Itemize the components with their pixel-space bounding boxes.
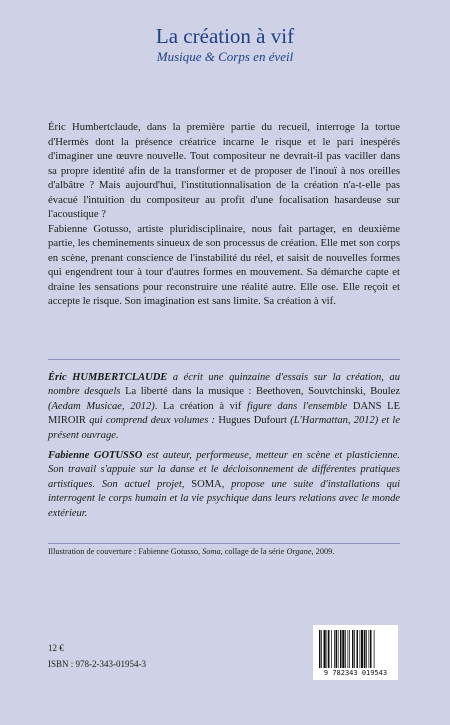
bio-text: , propose une suite d'installations qui interrogent le corps humain et la vie psychique dans leurs relations avec le monde extérieur.	[48, 478, 401, 519]
bio-text: est auteur, performeuse, metteur en scène et plasticienne. Son travail s'appuie sur la danse et le décloisonnement de différentes pratiques artistiques. Son actuel projet,	[48, 450, 400, 490]
bio-text: a écrit une quinzaine d'essais sur la création, au nombre desquels	[48, 372, 400, 398]
publisher-ref: (Aedam Musicae, 2012)	[48, 400, 155, 412]
credit-text: , collage de la série	[220, 547, 287, 556]
price: 12 €	[48, 643, 64, 653]
book-ref: La liberté dans la musique : Beethoven, Souvtchinski, Boulez	[125, 386, 400, 398]
illustration-credit	[48, 546, 408, 558]
artwork-title: Soma	[202, 547, 221, 556]
bio-text: (L'Harmattan, 2012) et le présent ouvrage.	[48, 415, 400, 441]
author-name: Fabienne GOTUSSO	[48, 450, 143, 461]
series-ref: DANS LE MIROIR	[48, 400, 400, 427]
barcode-bars	[319, 630, 392, 668]
blurb	[48, 120, 400, 309]
book-ref: . La création à vif	[154, 400, 248, 412]
isbn: ISBN : 978-2-343-01954-3	[48, 659, 146, 669]
book-ref: Hugues Dufourt	[215, 415, 291, 427]
author-bio-humbertclaude	[48, 371, 400, 443]
bio-text: qui comprend deux volumes :	[89, 415, 216, 427]
barcode-number: 9 782343 019543	[323, 669, 388, 677]
bio-text: figure dans l'ensemble	[247, 400, 348, 412]
author-name: Éric HUMBERTCLAUDE	[48, 372, 168, 383]
book-subtitle: Musique & Corps en éveil	[156, 49, 294, 64]
divider-top	[48, 359, 400, 360]
project-ref: SOMA	[191, 478, 222, 490]
series-title: Organe	[286, 547, 312, 556]
credit-text: Illustration de couverture : Fabienne Gotusso,	[48, 547, 203, 556]
book-title: La création à vif	[155, 24, 295, 48]
blurb-paragraph-1: Éric Humbertclaude, dans la première partie du recueil, interroge la tortue d'Hermès dont la présence créatrice incarne le risque et le pari inespérés d'imaginer une œuvre nouvelle. Tout compositeur ne devrait-il pas vaciller dans sa propre identité afin de la transformer et de proposer de l'inouï à nos oreilles d'albâtre ? Mais aujourd'hui, l'institutionnalisation de la création n'a-t-elle pas évacué l'intuition du compositeur au profit d'une focalisation hasardeuse sur l'acoustique ?	[48, 121, 400, 220]
credit-text: , 2009.	[311, 547, 335, 556]
divider-bottom	[48, 543, 400, 544]
blurb-paragraph-2: Fabienne Gotusso, artiste pluridisciplinaire, nous fait partager, en deuxième partie, les cheminements sinueux de son processus de création. Elle met son corps en scène, prenant conscience de l'instabilité du réel, et saisit de nouvelles formes qui engendrent tour à tour d'autres formes en mouvement. Sa démarche capte et draine les sensations pour reconstruire une réalité autre. Elle ose. Elle reçoit et accepte le risque. Son imagination est sans limite. Sa création à vif.	[48, 222, 400, 307]
author-bio-gotusso	[48, 449, 400, 521]
barcode	[313, 625, 398, 680]
